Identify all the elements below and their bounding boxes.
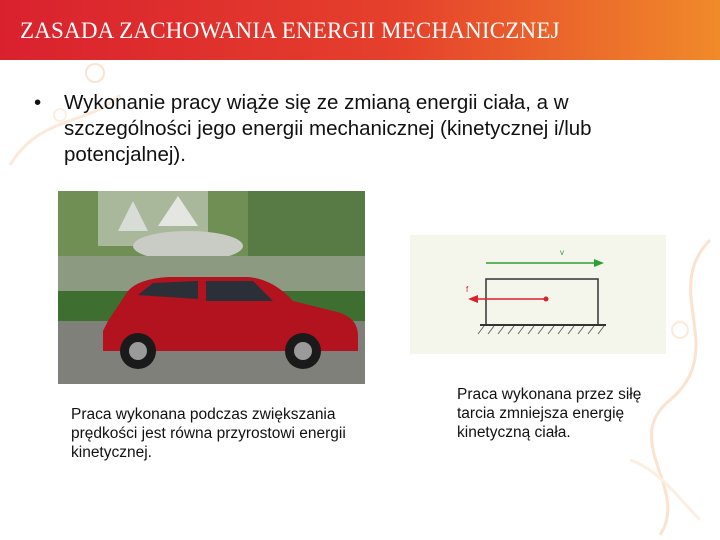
velocity-label: v	[560, 248, 564, 257]
bullet-text: Wykonanie pracy wiąże się ze zmianą energii ciała, a w szczególności jego energii mechanicznej (kinetycznej i/lub potencjalnej).	[64, 91, 592, 166]
title-bar	[0, 0, 720, 60]
caption-friction: Praca wykonana przez siłę tarcia zmniejsza energię kinetyczną ciała.	[457, 386, 642, 441]
car-photo	[58, 191, 365, 384]
friction-label: f	[466, 285, 469, 294]
friction-diagram	[410, 235, 666, 354]
bullet-marker: •	[34, 91, 42, 114]
caption-car: Praca wykonana podczas zwiększania prędkości jest równa przyrostowi energii kinetycznej.	[71, 406, 346, 461]
slide-title: ZASADA ZACHOWANIA ENERGII MECHANICZNEJ	[20, 18, 560, 43]
